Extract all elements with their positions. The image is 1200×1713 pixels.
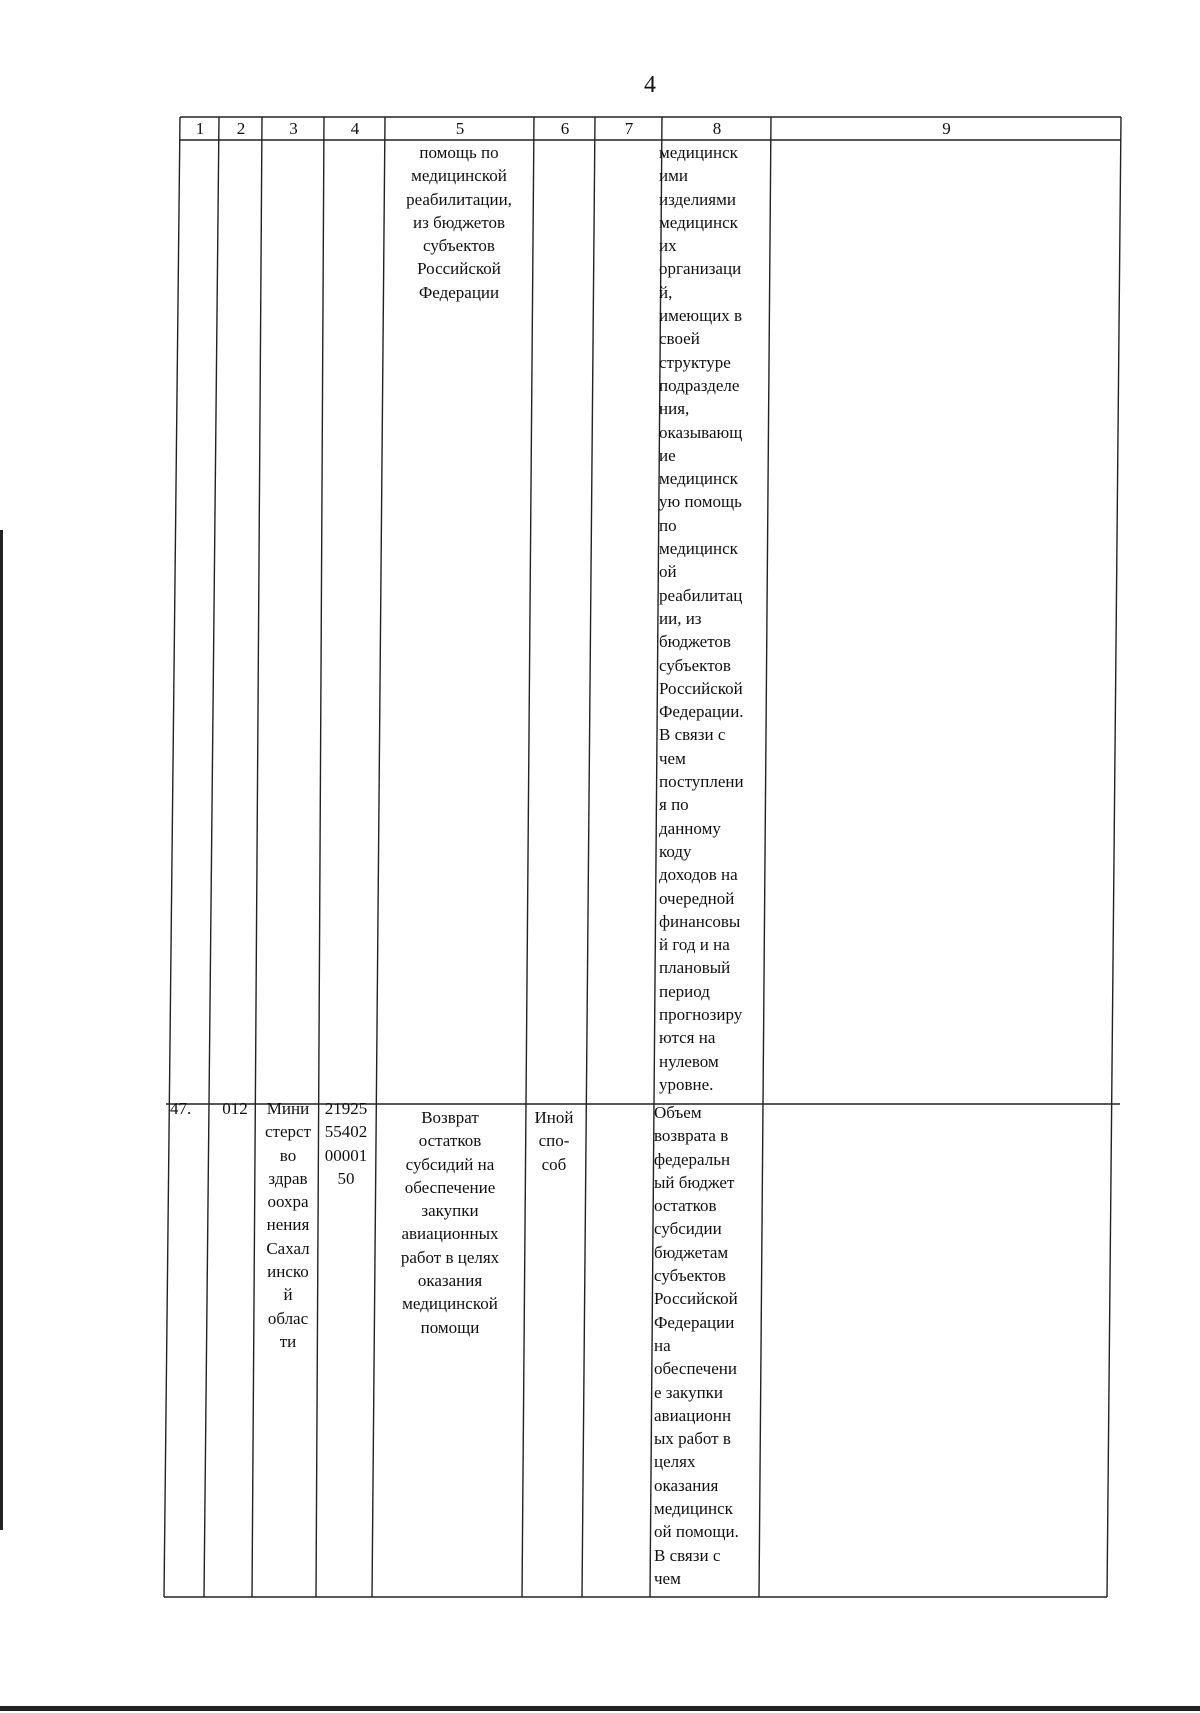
row-47-admin-code: 012 — [222, 1099, 248, 1118]
column-header-1: 1 — [195, 119, 205, 138]
column-header-7: 7 — [624, 119, 634, 138]
col-border-right — [1107, 117, 1121, 1597]
column-header-4: 4 — [350, 119, 360, 138]
continued-row-description: помощь по медицинской реабилитации, из бюджетов субъектов Российской Федерации — [406, 143, 512, 302]
column-header-6: 6 — [560, 119, 570, 138]
column-header-5: 5 — [455, 119, 465, 138]
col-border-4-5 — [372, 117, 385, 1597]
row-47-justification: Объем возврата в федеральн ый бюджет остатков субсидии бюджетам субъектов Российской Федерации на обеспечени е закупки авиационн ых работ в целях оказания медицинск ой помощи. В связи с чем — [654, 1103, 739, 1588]
column-header-9: 9 — [942, 119, 951, 138]
page-number: 4 — [644, 72, 656, 98]
row-47-number: 47. — [170, 1099, 192, 1118]
col-border-1-2 — [204, 117, 219, 1597]
col-border-2-3 — [252, 117, 262, 1597]
row-47-method: Иной спо- соб — [534, 1108, 574, 1174]
continued-row-justification: медицинск ими изделиями медицинск их организаци й, имеющих в своей структуре подразделе ния, оказывающ ие медицинск ую помощь по медицинск ой реабилитац ии, из бюджетов субъектов Российской Федерации. В связи с чем поступлени я по данному коду доходов на очередной финансовы й год и на плановый период прогнозиру ются на нулевом уровне. — [659, 143, 744, 1094]
column-header-8: 8 — [712, 119, 722, 138]
col-border-6-7 — [582, 117, 595, 1597]
column-header-2: 2 — [236, 119, 246, 138]
row-47-revenue-code: 21925 55402 00001 50 — [324, 1099, 368, 1188]
col-border-3-4 — [316, 117, 324, 1597]
row-47-description: Возврат остатков субсидий на обеспечение закупки авиационных работ в целях оказания медицинской помощи — [400, 1108, 500, 1337]
row-47-administrator-name: Мини стерст во здрав оохра нения Сахал инско й облас ти — [265, 1099, 311, 1351]
col-border-left — [164, 117, 180, 1597]
column-header-3: 3 — [289, 119, 298, 138]
col-border-5-6 — [522, 117, 534, 1597]
